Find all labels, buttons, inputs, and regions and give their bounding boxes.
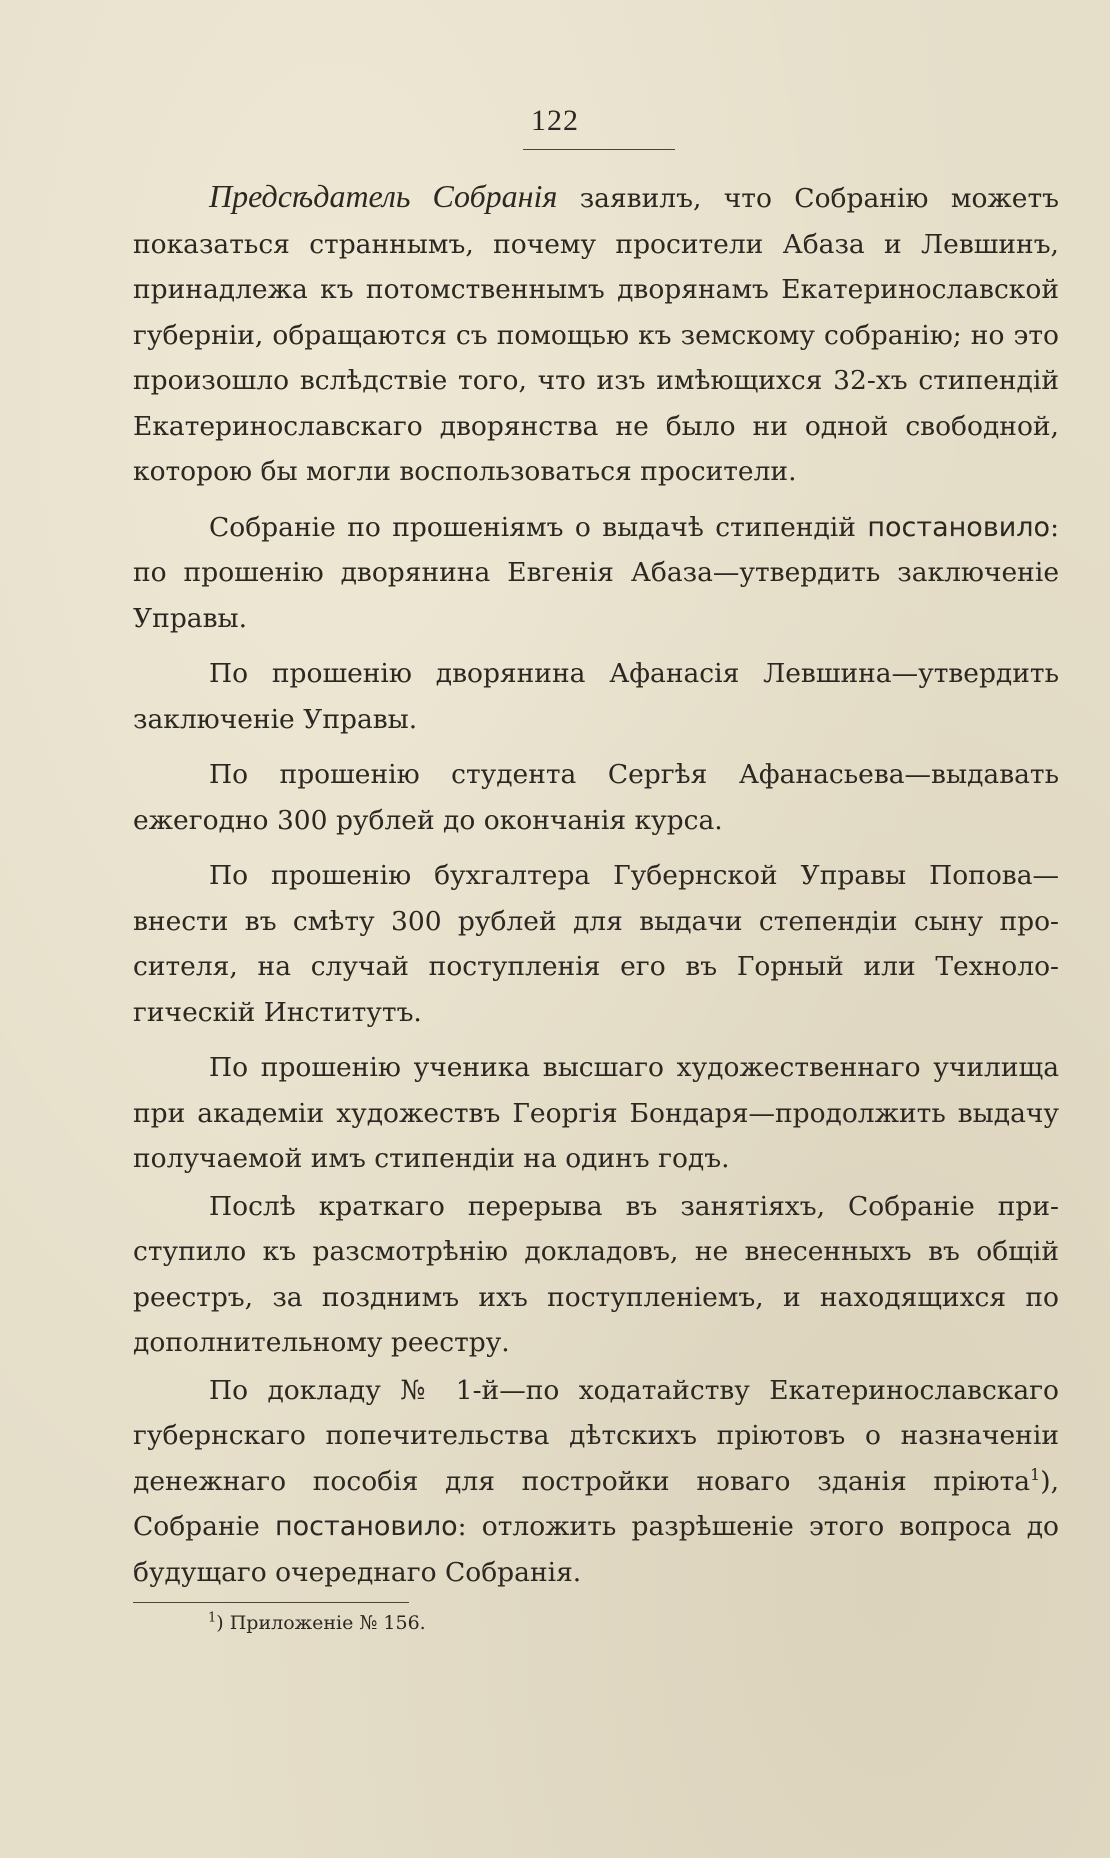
page-number: 122 xyxy=(531,104,579,137)
resolution-emphasis: постановило xyxy=(274,1511,458,1542)
paragraph-report-1 xyxy=(133,1368,1059,1596)
paragraph-chairman-statement xyxy=(133,174,1059,495)
paragraph-text: По докладу № 1-й—по ходатайству Екатеринославскаго губернскаго попечительства дѣтскихъ пріютовъ о назначеніи денежнаго пособія для постройки новаго зданія пріюта xyxy=(133,1374,1059,1497)
footnote-mark: 1 xyxy=(1030,1464,1041,1484)
paragraph-text: : отложить разрѣшеніе этого вопроса до будущаго очереднаго Собранія. xyxy=(133,1511,1059,1588)
paragraph-popov: По прошенію бухгалтера Губернской Управы Попова—внести въ смѣту 300 рублей для выдачи степендіи сыну просителя, на случай поступленія его въ Горный или Технологическій Институтъ. xyxy=(133,860,1059,1028)
footnote xyxy=(208,1612,426,1634)
paragraph-text: заявилъ, что Собранію можетъ показаться страннымъ, почему просители Абаза и Левшинъ, принадлежа къ потомственнымъ дворянамъ Екатеринославской губерніи, обращаются съ помощью къ земскому собранію; но это произошло вслѣдствіе того, что изъ имѣющихся 32-хъ стипендій Екатеринославскаго дворянства не было ни одной свободной, которою бы могли воспользоваться просители. xyxy=(133,183,1059,487)
paragraph-levshin: По прошенію дворянина Афанасія Левшина—утвердить заключеніе Управы. xyxy=(133,658,1059,735)
page-number-rule xyxy=(523,149,675,150)
footnote-mark: 1 xyxy=(208,1610,217,1626)
paragraph-text: Собраніе по прошеніямъ о выдачѣ стипендій xyxy=(209,511,868,543)
paragraph-afanasiev: По прошенію студента Сергѣя Афанасьева—выдавать ежегодно 300 рублей до окончанія курса. xyxy=(133,759,1059,836)
resolution-emphasis: постановило xyxy=(867,511,1051,543)
footnote-rule xyxy=(133,1602,409,1603)
body-text xyxy=(133,174,1059,1595)
paragraph-text: ), Собраніе xyxy=(133,1465,1059,1542)
paragraph-text: : по прошенію дворянина Евгенія Абаза—утвердить заключеніе Управы. xyxy=(133,511,1059,634)
footnote-text: ) Приложеніе № 156. xyxy=(216,1612,426,1634)
paragraph-break: Послѣ краткаго перерыва въ занятіяхъ, Собраніе приступило къ разсмотрѣнію докладовъ, не внесенныхъ въ общій реестръ, за позднимъ ихъ поступленіемъ, и находящихся по дополнительному реестру. xyxy=(133,1190,1059,1358)
chairman-italic: Предсѣдатель Собранія xyxy=(209,178,558,214)
paragraph-resolution-abaza xyxy=(133,505,1059,642)
paragraph-bondar: По прошенію ученика высшаго художественнаго училища при академіи художествъ Георгія Бондаря—продолжить выдачу получаемой имъ стипендіи на одинъ годъ. xyxy=(133,1052,1059,1174)
